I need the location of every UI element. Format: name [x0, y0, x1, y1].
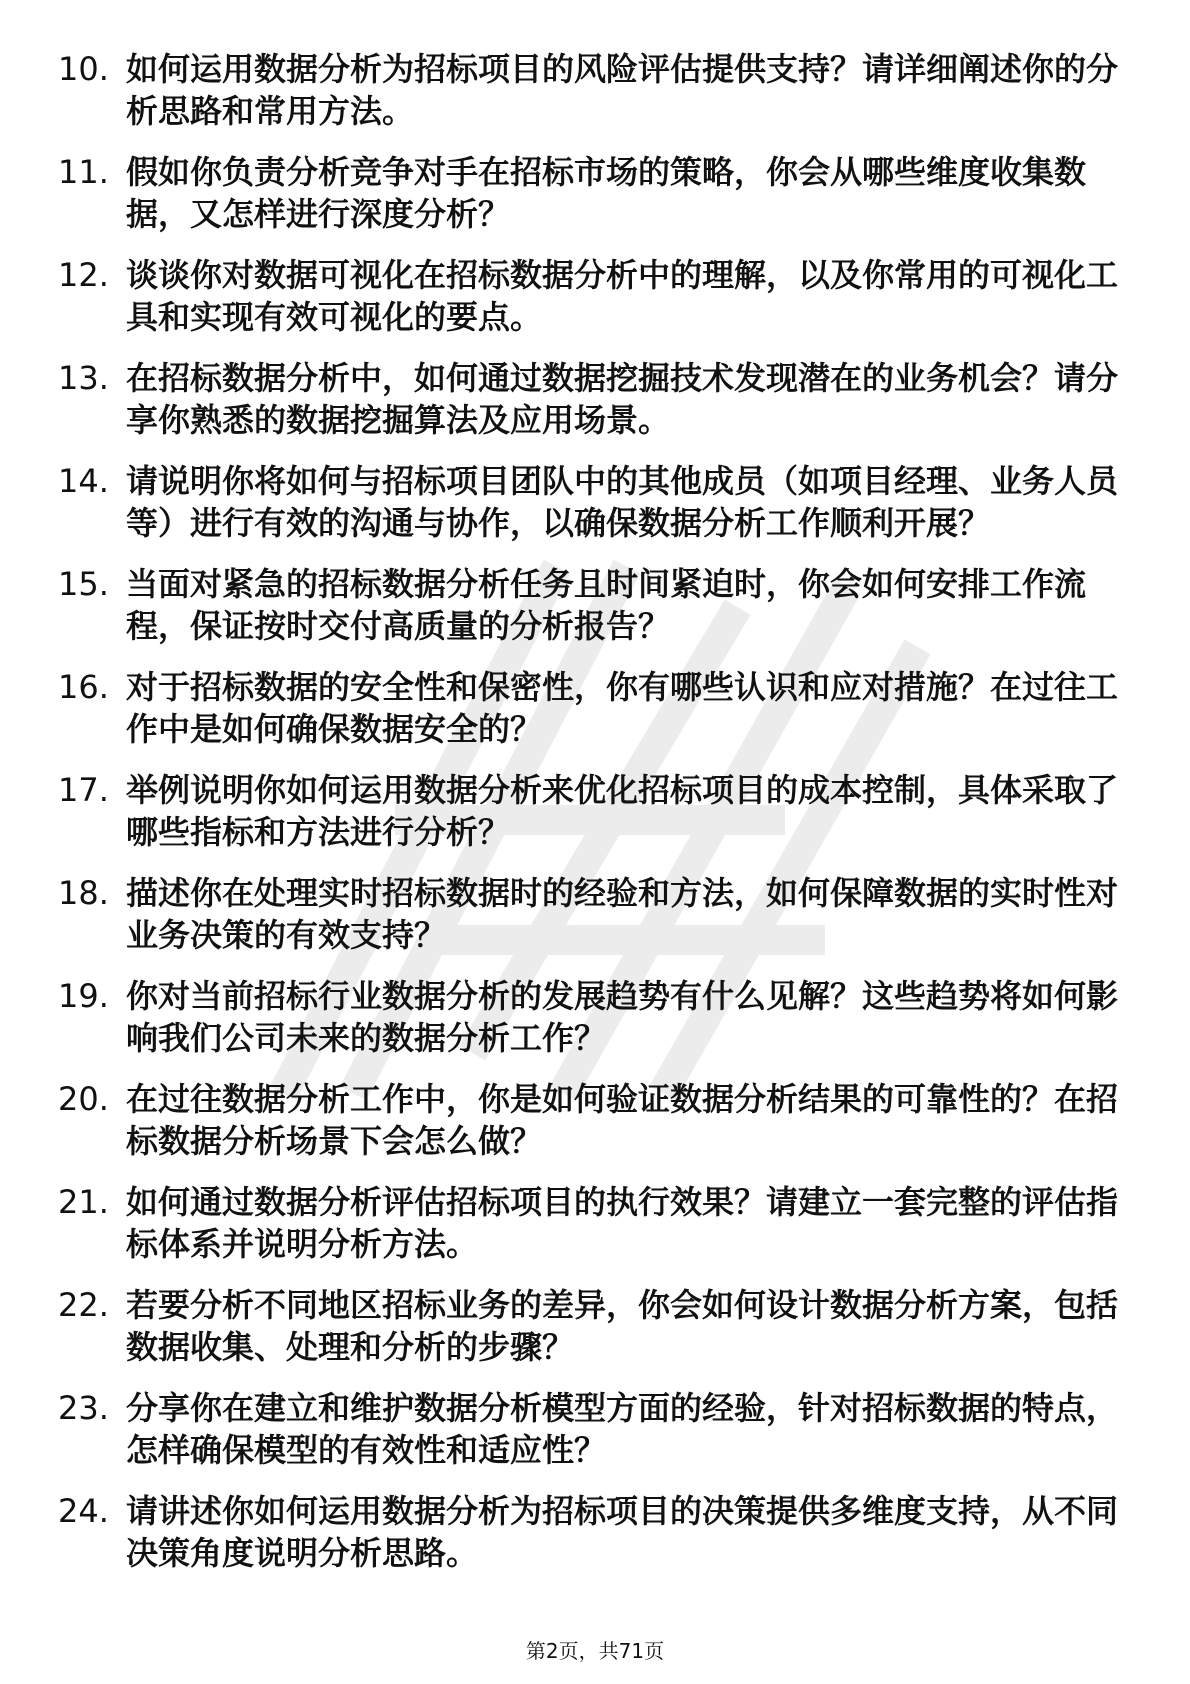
question-number: 20. — [58, 1080, 109, 1118]
page-footer: 第2页，共71页 — [525, 1639, 665, 1663]
question-text: 若要分析不同地区招标业务的差异，你会如何设计数据分析方案，包括数据收集、处理和分析的步骤？ — [126, 1286, 1119, 1366]
question-number: 24. — [58, 1492, 109, 1530]
question-number: 14. — [58, 462, 109, 500]
question-text: 当面对紧急的招标数据分析任务且时间紧迫时，你会如何安排工作流程，保证按时交付高质量的分析报告？ — [126, 565, 1087, 645]
question-number: 15. — [58, 565, 109, 603]
question-number: 10. — [58, 50, 109, 88]
list-item — [58, 1284, 1118, 1368]
list-item — [58, 357, 1118, 441]
list-item — [58, 872, 1118, 956]
list-item — [58, 151, 1118, 235]
question-number: 22. — [58, 1286, 109, 1324]
question-text: 如何通过数据分析评估招标项目的执行效果？请建立一套完整的评估指标体系并说明分析方法。 — [126, 1183, 1119, 1263]
list-item — [58, 769, 1118, 853]
question-number: 17. — [58, 771, 109, 809]
question-text: 谈谈你对数据可视化在招标数据分析中的理解，以及你常用的可视化工具和实现有效可视化的要点。 — [126, 256, 1119, 336]
question-number: 11. — [58, 153, 109, 191]
question-text: 请讲述你如何运用数据分析为招标项目的决策提供多维度支持，从不同决策角度说明分析思路。 — [126, 1492, 1119, 1572]
question-text: 描述你在处理实时招标数据时的经验和方法，如何保障数据的实时性对业务决策的有效支持？ — [126, 874, 1119, 954]
list-item — [58, 563, 1118, 647]
list-item — [58, 1490, 1118, 1574]
question-number: 13. — [58, 359, 109, 397]
question-number: 21. — [58, 1183, 109, 1221]
list-item — [58, 1387, 1118, 1471]
list-item — [58, 1181, 1118, 1265]
question-text: 假如你负责分析竞争对手在招标市场的策略，你会从哪些维度收集数据，又怎样进行深度分析？ — [126, 153, 1087, 233]
question-text: 请说明你将如何与招标项目团队中的其他成员（如项目经理、业务人员等）进行有效的沟通与协作，以确保数据分析工作顺利开展？ — [126, 462, 1119, 542]
list-item — [58, 254, 1118, 338]
question-number: 18. — [58, 874, 109, 912]
question-text: 在招标数据分析中，如何通过数据挖掘技术发现潜在的业务机会？请分享你熟悉的数据挖掘算法及应用场景。 — [126, 359, 1119, 439]
list-item — [58, 48, 1118, 132]
question-number: 23. — [58, 1389, 109, 1427]
list-item — [58, 460, 1118, 544]
question-list — [58, 48, 1118, 1593]
list-item — [58, 1078, 1118, 1162]
question-number: 12. — [58, 256, 109, 294]
question-text: 分享你在建立和维护数据分析模型方面的经验，针对招标数据的特点，怎样确保模型的有效性和适应性？ — [126, 1389, 1119, 1469]
question-text: 对于招标数据的安全性和保密性，你有哪些认识和应对措施？在过往工作中是如何确保数据安全的？ — [126, 668, 1119, 748]
question-text: 你对当前招标行业数据分析的发展趋势有什么见解？这些趋势将如何影响我们公司未来的数据分析工作？ — [126, 977, 1119, 1057]
list-item — [58, 975, 1118, 1059]
question-text: 如何运用数据分析为招标项目的风险评估提供支持？请详细阐述你的分析思路和常用方法。 — [126, 50, 1119, 130]
question-number: 16. — [58, 668, 109, 706]
list-item — [58, 666, 1118, 750]
question-number: 19. — [58, 977, 109, 1015]
question-text: 举例说明你如何运用数据分析来优化招标项目的成本控制，具体采取了哪些指标和方法进行分析？ — [126, 771, 1119, 851]
question-text: 在过往数据分析工作中，你是如何验证数据分析结果的可靠性的？在招标数据分析场景下会怎么做？ — [126, 1080, 1119, 1160]
